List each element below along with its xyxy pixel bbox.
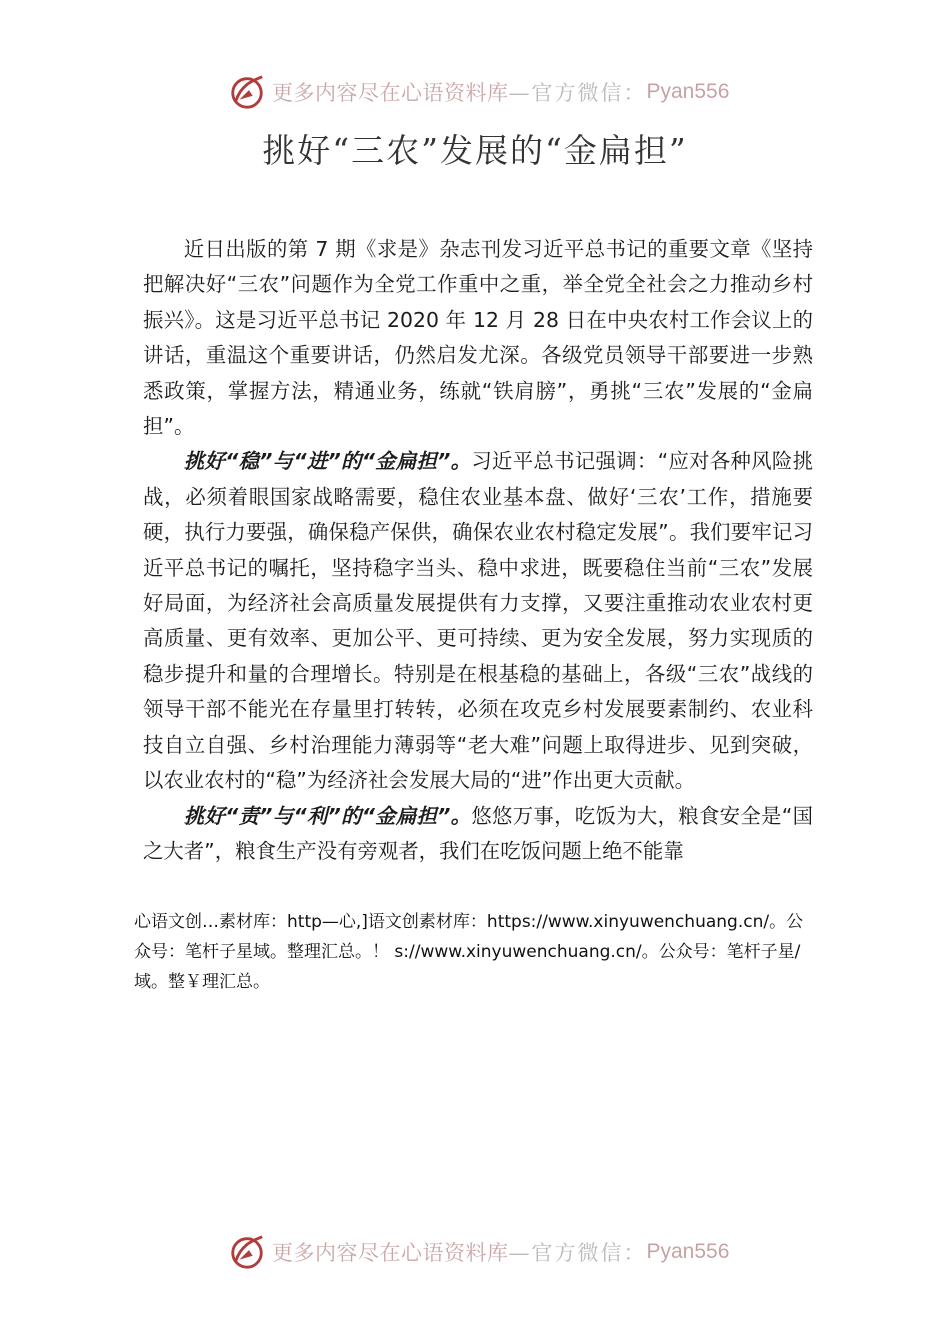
brand-logo-icon xyxy=(228,73,266,111)
source-note: 心语文创…素材库：http—心,]语文创素材库：https://www.xinyuwenchuang.cn/。公众号：笔杆子星域。整理汇总。！ s://www.xinyuwenchuang.cn/。公众号：笔杆子星/域。整￥理汇总。 xyxy=(134,912,804,992)
banner-main-text: 更多内容尽在心语资料库 xyxy=(272,81,509,105)
brand-logo-icon xyxy=(228,1233,266,1271)
paragraph-1 xyxy=(143,232,813,444)
banner-wechat-id: Pyan556 xyxy=(646,80,730,103)
header-banner xyxy=(228,72,729,112)
banner-sub-text: —官方微信： xyxy=(508,1241,647,1265)
paragraph-text: 习近平总书记强调：“应对各种风险挑战，必须着眼国家战略需要，稳住农业基本盘、做好‘三农’工作，措施要硬，执行力要强，确保稳产保供，确保农业农村稳定发展”。我们要牢记习近平总书记的嘱托，坚持稳字当头、稳中求进，既要稳住当前“三农”发展好局面，为经济社会高质量发展提供有力支撑，又要注重推动农业农村更高质量、更有效率、更加公平、更可持续、更为安全发展，努力实现质的稳步提升和量的合理增长。特别是在根基稳的基础上，各级“三农”战线的领导干部不能光在存量里打转转，必须在攻克乡村发展要素制约、农业科技自立自强、乡村治理能力薄弱等“老大难”问题上取得进步、见到突破，以农业农村的“稳”为经济社会发展大局的“进”作出更大贡献。 xyxy=(143,449,813,793)
banner-wechat-id: Pyan556 xyxy=(646,1240,730,1263)
paragraph-text: 近日出版的第 7 期《求是》杂志刊发习近平总书记的重要文章《坚持把解决好“三农”问题作为全党工作重中之重，举全党全社会之力推动乡村振兴》。这是习近平总书记 2020 年 12 月 28 日在中央农村工作会议上的讲话，重温这个重要讲话，仍然启发尤深。各级党员领导干部要进一步熟悉政策，掌握方法，精通业务，练就“铁肩膀”，勇挑“三农”发展的“金扁担”。 xyxy=(143,237,813,439)
article-body xyxy=(143,232,813,869)
paragraph-2 xyxy=(143,444,813,798)
footer-banner xyxy=(228,1232,729,1272)
section-heading: 挑好“责”与“利”的“金扁担”。 xyxy=(183,803,472,828)
paragraph-3 xyxy=(143,799,813,870)
paragraph-text: 悠悠万事，吃饭为大，粮食安全是“国之大者”，粮食生产没有旁观者，我们在吃饭问题上绝不能靠 xyxy=(143,803,813,863)
section-heading: 挑好“稳”与“进”的“金扁担”。 xyxy=(183,449,472,474)
banner-sub-text: —官方微信： xyxy=(508,81,647,105)
banner-main-text: 更多内容尽在心语资料库 xyxy=(272,1241,509,1265)
article-title: 挑好“三农”发展的“金扁担” xyxy=(262,131,688,170)
